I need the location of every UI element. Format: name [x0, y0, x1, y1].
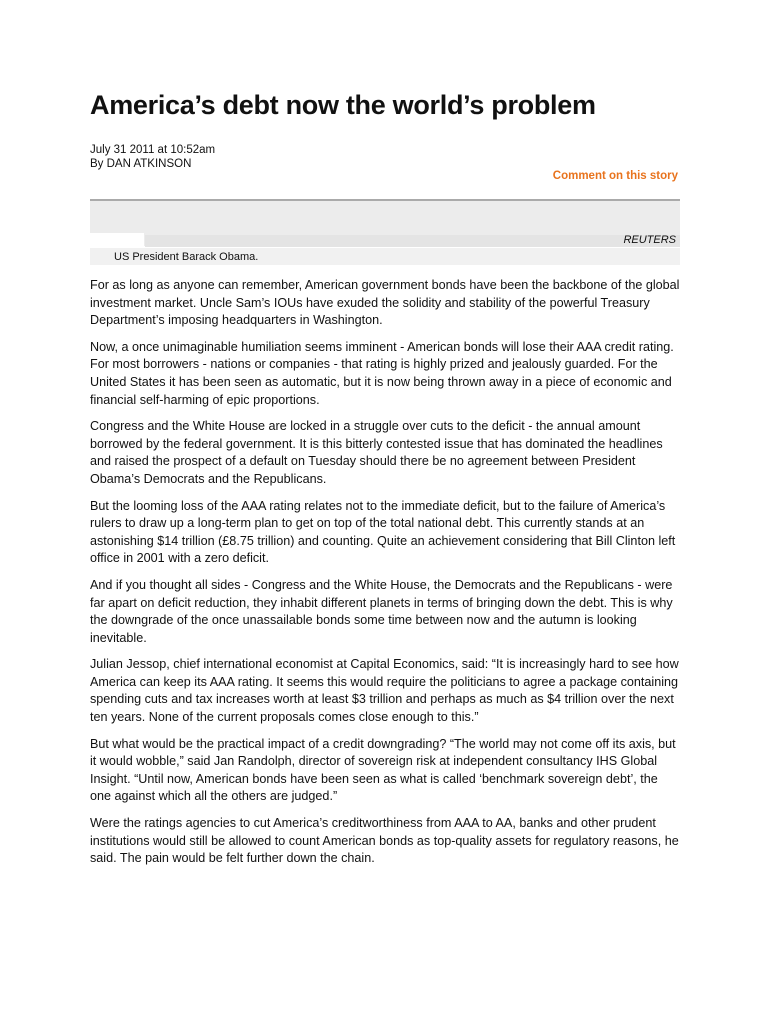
photo-gap: [90, 233, 144, 248]
article-paragraph: Now, a once unimaginable humiliation seems imminent - American bonds will lose their AAA credit rating. For most borrowers - nations or companies - that rating is highly prized and jealously guarded. For the United States it has been seen as automatic, but it is now being thrown away in a piece of economic and financial self-harming of epic proportions.: [90, 339, 674, 407]
photo-credit: REUTERS: [623, 234, 676, 246]
article-paragraph: But the looming loss of the AAA rating relates not to the immediate deficit, but to the failure of America’s rulers to draw up a long-term plan to get on top of the total national debt. This currently stands at an astonishing $14 trillion (£8.75 trillion) and counting. Quite an achievement considering that Bill Clinton left office in 2001 with a zero deficit.: [90, 498, 676, 566]
article-paragraph: Congress and the White House are locked in a struggle over cuts to the deficit - the annual amount borrowed by the federal government. It is this bitterly contested issue that has dominated the headlines and raised the prospect of a default on Tuesday should there be no agreement between President Obama’s Democrats and the Republicans.: [90, 419, 663, 486]
article-date: July 31 2011 at 10:52am: [90, 144, 216, 156]
photo-credit-band: [145, 235, 680, 247]
article-headline: America’s debt now the world’s problem: [90, 90, 596, 120]
article-paragraph: For as long as anyone can remember, American government bonds have been the backbone of the global investment market. Uncle Sam’s IOUs have exuded the solidity and stability of the powerful Treasury Department’s imposing headquarters in Washington.: [90, 278, 680, 328]
article-body: [90, 277, 680, 877]
article-meta: [90, 143, 215, 171]
article-byline: By DAN ATKINSON: [90, 158, 192, 170]
comment-on-story-link[interactable]: Comment on this story: [552, 170, 678, 182]
article-paragraph: Julian Jessop, chief international economist at Capital Economics, said: “It is increasingly hard to see how America can keep its AAA rating. It seems this would require the politicians to agree a package containing spending cuts and tax increases worth at least $3 trillion and perhaps as much as $4 trillion over the next ten years. None of the current proposals comes close enough to this.”: [90, 657, 679, 725]
photo-caption: US President Barack Obama.: [114, 251, 259, 263]
photo-block: [90, 199, 680, 265]
article-paragraph: And if you thought all sides - Congress and the White House, the Democrats and the Republicans - were far apart on deficit reduction, they inhabit different planets in terms of bringing down the debt. This is why the downgrade of the once unassailable bonds some time between now and the autumn is looking inevitable.: [90, 577, 673, 645]
article-paragraph: Were the ratings agencies to cut America’s creditworthiness from AAA to AA, banks and other prudent institutions would still be allowed to count American bonds as top-quality assets for regulatory reasons, he said. The pain would be felt further down the chain.: [90, 816, 679, 866]
article-paragraph: But what would be the practical impact of a credit downgrading? “The world may not come off its axis, but it would wobble,” said Jan Randolph, director of sovereign risk at independent consultancy IHS Global Insight. “Until now, American bonds have been seen as what is called ‘benchmark sovereign debt’, the one against which all the others are judged.”: [90, 736, 676, 804]
